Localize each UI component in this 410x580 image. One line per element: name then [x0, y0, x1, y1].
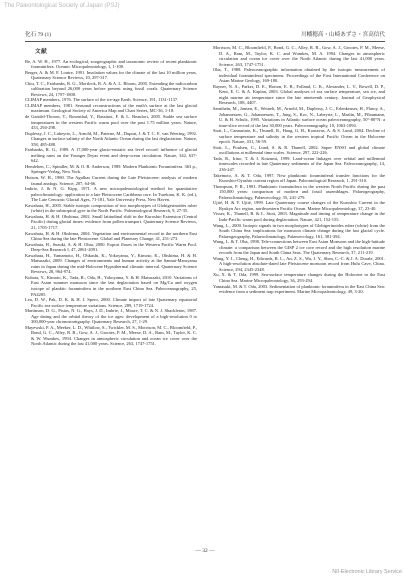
reference-entry: Xu, X. & T. Oda, 1999. Sea-surface temperature changes during the Holocene in the East China Sea. Marine Micropaleontology, 36, 293-294. — [213, 272, 385, 283]
reference-entry: Berger, A. & M. F. Loutre, 1991. Insolation values for the climate of the last 10 million years. Quaternary Science Reviews, 10, 297-317. — [25, 69, 197, 81]
header-rule — [25, 41, 385, 42]
reference-entry: Kawahata, H. & H. Ohshima, 2002. Small latitudinal shift in the Kuroshio Extension (Central Pacific) during glacial times: evidence from pollen transport. Quaternary Science Reviews, 21, 1705-1717. — [25, 213, 197, 230]
reference-entry: Martinson, D. G., Pisias, N. G., Hays, J. D., Imbrie, J., Moore, T. C. & N. J. Shackleton, 1987. Age dating and the orbital theory of the ice ages: development of a high-resolution 0 to 300,000-year chronostratigraphy. Quaternary Research, 27, 1-29. — [25, 308, 197, 325]
reference-entry: Thompson, P. R., 1981. Planktonic foraminifera in the western North Pacific during the past 150,000 years: comparison of modern and fossil assemblages. Palaeogeography, Palaeoclimatology, Palaeoecology, 35, 241-279. — [213, 183, 385, 200]
right-reference-list — [213, 45, 385, 295]
publisher-watermark: The Paleontological Society of Japan (PSJ) — [4, 3, 120, 9]
library-service-mark: NII-Electronic Library Service — [332, 569, 402, 575]
reference-entry: Imbrie, J. & N. G. Kipp, 1971. A new micropaleontological method for quantitative paleoclimatology: application to a late Pleistocene Caribbean core. In Turekian, K. K. (ed.), The Late Cenozoic Glacial Ages, 71-181, Yale University Press, New Haven. — [25, 186, 197, 203]
reference-entry: Visser, K., Thunell, R. & L. Stott, 2003. Magnitude and timing of temperature change in the Indo-Pacific warm pool during deglaciation. Nature, 421, 152-155. — [213, 211, 385, 222]
right-column — [213, 45, 385, 545]
reference-entry: Kubota, Y., Kimoto, K., Tada, R., Oda, H., Yokoyama, Y. & H. Matsuzaki, 2010. Variations of East Asian summer monsoon since the last deglaciation based on Mg/Ca and oxygen isotope of planktic foraminifera in the northern East China Sea. Paleoceanography, 25, PA4205. — [25, 274, 197, 297]
reference-entry: Stott, L., Poulsen, C., Lund, S. & R. Thunell, 2002. Super ENSO and global climate oscillations at millennial time scales. Science, 297, 222-226. — [213, 144, 385, 156]
reference-entry: Kawahata, H., Yamamoto, H., Ohkushi, K., Yokoyama, Y., Kimoto, K., Ohshima, H. & H. Matsuzaki, 2009. Changes of environments and human activity at the Sannai-Maruyama ruins in Japan during the mid-Holocene Hypsithermal climatic interval. Quaternary Science Reviews, 28, 964-974. — [25, 252, 197, 275]
reference-entry: Rayner, N. A., Parker, D. E., Horton, E. B., Folland, C. K., Alexander, L. V., Rowell, D. P., Kent, E. C. & A. Kaplan, 2003. Global analyses of sea surface temperature, sea ice, and night marine air temperature since the late nineteenth century. Journal of Geophysical Research, 108, 4407. — [213, 83, 385, 106]
reference-entry: Oba, T., 1988. Paleoceanographic information obtained by the isotopic measurement of individual foraminiferal specimens. Proceedings of the First International Conference on Asian Marine Geology, 169-180. — [213, 67, 385, 84]
left-reference-list — [25, 59, 197, 347]
page-number: — 32 — — [195, 548, 215, 554]
reference-entry: Takemoto, A. & T. Oda, 1997. New planktonic foraminiferal transfer functions for the Kuroshio-Oyashio current region off Japan. Paleontological Research, 1, 291-310. — [213, 172, 385, 184]
reference-entry: Be, A. W. H., 1977. An ecological, zoogeographic and taxonomic review of recent planktonic foraminifera. Oceanic Micropaleontology, 1, 1-100. — [25, 58, 197, 70]
reference-entry: Lea, D. W., Pak, D. K. & H. J. Spero, 2000. Climate impact of late Quaternary equatorial Pacific sea surface temperature variations. Science, 289, 1719-1724. — [25, 297, 197, 308]
reference-entry: Wang, L., 2000. Isotopic signals in two morphotypes of Globigerinoides ruber (white) from the South China Sea: implications for monsoon climate change during the last glacial cycle. Palaeogeography, Palaeoclimatology, Palaeoecology, 161, 381-394. — [213, 222, 385, 239]
author-names: 川幡穂高・山崎あずさ・宮高信代 — [301, 32, 385, 38]
reference-entry: CLIMAP members, 1981. Seasonal reconstructions of the earth's surface at the last glacial maximum. Geological Society of America Map and Chart Series, MC-36, 1-18. — [25, 102, 197, 114]
reference-entry: Sarnthein, M., Jansen, E., Weinelt, M., Arnold, M., Duplessy, J. C., Erlenkeuser, H., Flatoy, A., Johannessen, G., Johannessen, T., Jung, S., Koc, N., Labeyrie, L., Maslin, M., Pflaumann, U. & H. Schulz, 1995. Variations in Atlantic surface ocean paleoceanography, 50°-80°N: a time-slice record of the last 30,000 years. Paleoceanography, 10, 1063-1094. — [213, 106, 385, 128]
left-column — [25, 45, 197, 545]
reference-entry: Stott, L., Cannariato, K., Thunell, R., Haug, G. H., Koutavas, A. & S. Lund, 2004. Decline of surface temperature and salinity in the western tropical Pacific Ocean in the Holocene epoch. Nature, 431, 56-59. — [213, 128, 385, 145]
running-header — [25, 30, 385, 40]
reference-entry: Wang, Y. J., Cheng, H., Edwards, R. L., An, Z. S., Wu, J. Y., Shen, C.-C. & J. A. Dorale, 2001. A high-resolution absolute-dated late Pleistocene monsoon record from Hulu Cave, China. Science, 294, 2345-2348. — [213, 255, 385, 272]
reference-entry: Tada, R., Irino, T. & I. Koizumi, 1999. Land-ocean linkages over orbital and millennial timescales recorded in late Quaternary sediments of the Japan Sea. Paleoceanography, 14, 236-247. — [213, 155, 385, 173]
reference-entry: de Garidel-Thoron, T., Rosenthal, Y., Bassinot, F. & L. Beaufort, 2005. Stable sea surface temperatures in the western Pacific warm pool over the past 1.75 million years. Nature, 433, 294-298. — [25, 114, 197, 131]
reference-entry: Hutson, W. H., 1980. The Agulhas Current during the Late Pleistocene: analysis of modern faunal analogs. Science, 207, 64-66. — [25, 175, 197, 186]
reference-entry: Hemleben, C., Spindler, M. & O. R. Anderson, 1989. Modern Planktonic Foraminifera. 363 p., Springer-Verlag, New York. — [25, 163, 197, 175]
reference-entry: Yamasaki, M. & T. Oda, 2003. Sedimentation of planktonic foraminifera in the East China Sea: evidence from a sediment trap experiment. Marine Micropaleontology, 49, 3-20. — [213, 283, 385, 295]
reference-entry: Chiu, T. C., Fairbanks, R. G., Mortlock, R. A. & A. L. Bloom, 2005. Extending the radiocarbon calibration beyond 26,000 years before present using fossil corals. Quaternary Science Reviews, 24, 1797-1808. — [25, 80, 197, 97]
reference-entry: Morrison, M. C., Bloomfield, P., Bond, G. C., Alley, R. B., Gow, A. J., Grootes, P. M., Meese, D. A., Ram, M., Taylor, K. C. and Wumkes, M. A. 1994. Changes in atmospheric circulation and ocean ice cover over the North Atlantic during the last 41,000 years. Science, 263, 1747-1751. — [213, 45, 385, 67]
references-heading: 文献 — [35, 49, 48, 55]
journal-issue: 化石 79 (1) — [25, 32, 52, 38]
reference-entry: Ujiié, H. & Y. Ujiié, 1999. Late Quaternary course changes of the Kuroshio Current in the Ryukyu Arc region, northwestern Pacific Ocean. Marine Micropaleontology, 37, 23-40. — [213, 200, 385, 211]
reference-entry: Kawahata, H. & H. Ohshima, 2004. Vegetation and environmental record in the northern East China Sea during the late Pleistocene. Global and Planetary Change, 41, 251-273. — [25, 230, 197, 242]
reference-entry: CLIMAP members, 1976. The surface of the ice-age Earth. Science, 191, 1131-1137. — [25, 97, 179, 103]
reference-entry: Wang, L. & T. Oba, 1998. Tele-connections between East Asian Monsoon and the high-latitude climate: a comparison between the GISP 2 ice core record and the high resolution marine records from the Japan and South China Seas. The Quaternary Research, 37, 211-219. — [213, 239, 385, 256]
reference-entry: Mayewski, P. A., Meeker, L. D., Whitlow, S., Twickler, M. S., Morrison, M. C., Bloomfield, P., Bond, G. C., Alley, R. B., Gow, A. J., Grootes, P. M., Meese, D. A., Ram, M., Taylor, K. C. & W. Wumkes, 1994. Changes in atmospheric circulation and ocean ice cover over the North Atlantic during the last 41,000 years. Science, 263, 1747-1751. — [25, 324, 197, 347]
reference-entry: Fairbanks, R. G., 1989. A 17,000-year glacio-eustatic sea level record: influence of glacial melting rates on the Younger Dryas event and deep-ocean circulation. Nature, 342, 637-642. — [25, 147, 197, 164]
reference-entry: Kawahata, H., Suzuki, A. & H. Ohta, 2000. Export fluxes in the Western Pacific Warm Pool. Deep-Sea Research I, 47, 2061-2091. — [25, 241, 197, 253]
reference-entry: Duplessy, J. C., Labeyrie, L., Arnold, M., Paterne, M., Duprat, J. & T. C. E. van Weering, 1992. Changes in surface salinity of the North Atlantic Ocean during the last deglaciation. Nature, 358, 485-488. — [25, 130, 197, 147]
reference-entry: Kawahata, H., 2005. Stable isotopic composition of two morphotypes of Globigerinoides ruber (white) in the subtropical gyre in the North Pacific. Paleontological Research, 9, 27-35. — [25, 202, 197, 214]
